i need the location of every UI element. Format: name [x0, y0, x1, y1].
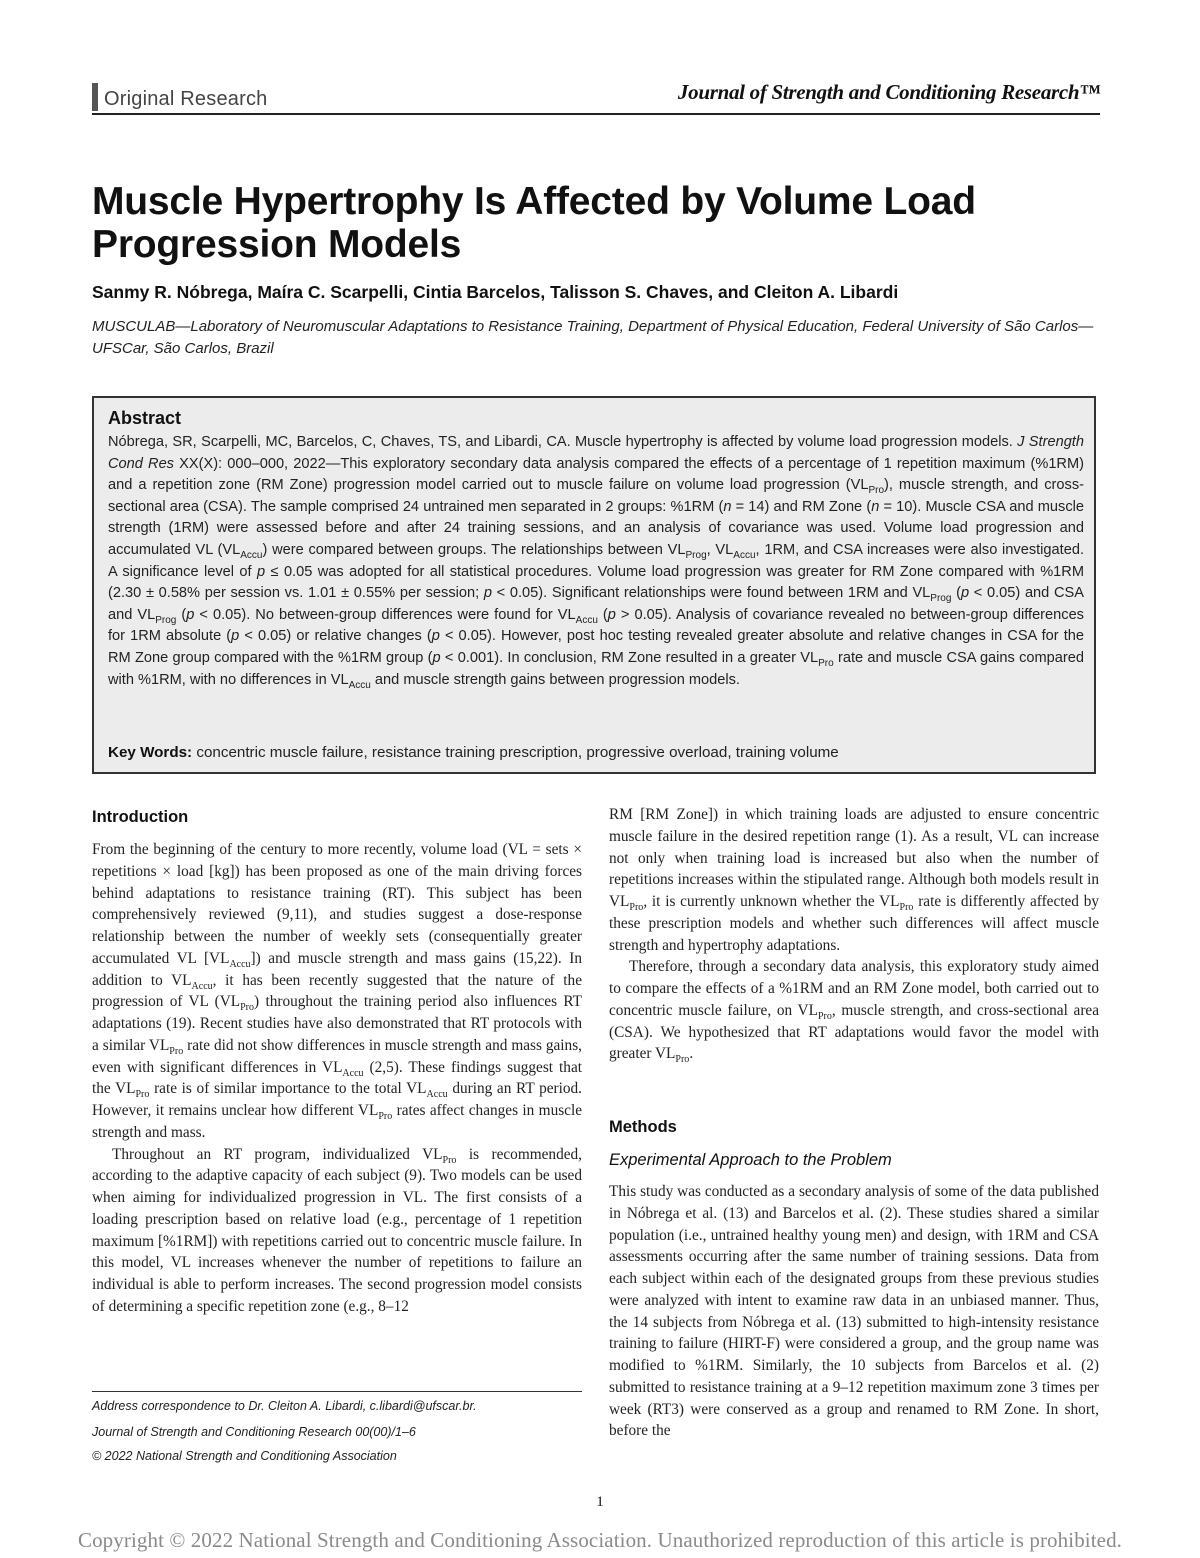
journal-reference: Journal of Strength and Conditioning Research 00(00)/1–6 [92, 1425, 416, 1439]
keywords-label: Key Words: [108, 744, 193, 761]
header-rule [92, 113, 1100, 115]
copyright-notice: Copyright © 2022 National Strength and Conditioning Association. Unauthorized reproduction of this article is prohibited. [77, 1528, 1123, 1552]
abstract-text: Nóbrega, SR, Scarpelli, MC, Barcelos, C, Chaves, TS, and Libardi, CA. Muscle hypertrophy is affected by volume load progression models. J Strength Cond Res XX(X): 000–000, 2022—This exploratory secondary data analysis compared the effects of a percentage of 1 repetition maximum (%1RM) and a repetition zone (RM Zone) progression model carried out to muscle failure on volume load progression $(VL_{Pro})$, muscle strength, and cross-sectional area (CSA). The sample comprised 24 untrained men separated in 2 groups: %1RM (n = 14) and RM Zone (n = 10). Muscle CSA and muscle strength (1RM) were assessed before and after 24 training sessions, and an analysis of covariance was used. Volume load progression and accumulated VL $(VL_{Accu})$ were compared between groups. The relationships between $VL_{Prog}$, $VL_{Accu}$, 1RM, and CSA increases were also investigated. A significance level of p ≤ 0.05 was adopted for all statistical procedures. Volume load progression was greater for RM Zone compared with %1RM (2.30 ± 0.58% per session vs. 1.01 ± 0.55% per session; p < 0.05). Significant relationships were found between 1RM and $VL_{Prog}$ (p < 0.05) and CSA and $VL_{Prog}$ (p < 0.05). No between-group differences were found for $VL_{Accu}$ (p > 0.05). Analysis of covariance revealed no between-group differences for 1RM absolute (p < 0.05) or relative changes (p < 0.05). However, post hoc testing revealed greater absolute and relative changes in CSA for the RM Zone group compared with the %1RM group (p < 0.001). In conclusion, RM Zone resulted in a greater $VL_{Pro}$ rate and muscle CSA gains compared with %1RM, with no differences in $VL_{Accu}$ and muscle strength gains between progression models. [108, 434, 1084, 691]
section-heading-methods: Methods [609, 1118, 677, 1136]
article-title: Muscle Hypertrophy Is Affected by Volume Load Progression Models [92, 180, 976, 266]
section-bar [92, 83, 98, 111]
affiliation: MUSCULAB—Laboratory of Neuromuscular Adaptations to Resistance Training, Department of Physical Education, Federal University of São Carlos—UFSCar, São Carlos, Brazil [92, 318, 1094, 357]
introduction-text-continued: RM [RM Zone]) in which training loads are adjusted to ensure concentric muscle failure in the desired repetition range (1). As a result, VL can increase not only when training load is increased but also when the number of repetitions increases within the stipulated range. Although both models result in $VL_{Pro}$, it is currently unknown whether the $VL_{Pro}$ rate is differently affected by these prescription models and whether such differences will affect muscle strength and hypertrophy adaptations. Therefore, through a secondary data analysis, this exploratory study aimed to compare the effects of a %1RM and an RM Zone model, both carried out to concentric muscle failure, on $VL_{Pro}$, muscle strength, and cross-sectional area (CSA). We hypothesized that RT adaptations would favor the model with greater $VL_{Pro}$. [609, 806, 1100, 1066]
footnote-rule [92, 1391, 582, 1392]
author-list: Sanmy R. Nóbrega, Maíra C. Scarpelli, Cintia Barcelos, Talisson S. Chaves, and Cleiton A. Libardi [92, 282, 899, 302]
section-label: Original Research [104, 88, 268, 110]
correspondence-note: Address correspondence to Dr. Cleiton A. Libardi, c.libardi@ufscar.br. [92, 1399, 477, 1413]
keywords [108, 744, 839, 761]
journal-name: Journal of Strength and Conditioning Research™ [677, 80, 1100, 104]
copyright-note: © 2022 National Strength and Conditioning Association [92, 1449, 397, 1463]
section-heading-introduction: Introduction [92, 808, 189, 826]
abstract-heading: Abstract [108, 408, 182, 428]
introduction-text: From the beginning of the century to more recently, volume load (VL = sets × repetitions × load [kg]) has been proposed as one of the main driving forces behind adaptations to resistance training (RT). This subject has been comprehensively reviewed (9,11), and studies suggest a dose-response relationship between the number of weekly sets (consequentially greater accumulated VL $[VL_{Accu}]$) and muscle strength and mass gains (15,22). In addition to $VL_{Accu}$, it has been recently suggested that the nature of the progression of VL $(VL_{Pro})$ throughout the training period also influences RT adaptations (19). Recent studies have also demonstrated that RT protocols with a similar $VL_{Pro}$ rate did not show differences in muscle strength and mass gains, even with significant differences in $VL_{Accu}$ (2,5). These findings suggest that the $VL_{Pro}$ rate is of similar importance to the total $VL_{Accu}$ during an RT period. However, it remains unclear how different $VL_{Pro}$ rates affect changes in muscle strength and mass. Throughout an RT program, individualized $VL_{Pro}$ is recommended, according to the adaptive capacity of each subject (9). Two models can be used when aiming for individualized progression in VL. The first consists of a loading prescription based on relative load (e.g., percentage of 1 repetition maximum [%1RM]) with repetitions carried out to concentric muscle failure. In this model, VL increases whenever the number of repetitions to failure an individual is able to perform increases. The second progression model consists of determining a specific repetition zone (e.g., 8–12 [92, 841, 582, 1315]
keywords-list: concentric muscle failure, resistance training prescription, progressive overload, training volume [196, 744, 839, 761]
page-number: 1 [596, 1494, 604, 1510]
subsection-heading-experimental-approach: Experimental Approach to the Problem [609, 1151, 892, 1169]
methods-text: This study was conducted as a secondary analysis of some of the data published in Nóbrega et al. (13) and Barcelos et al. (2). These studies shared a similar population (i.e., untrained healthy young men) and design, with 1RM and CSA assessments occurring after the same number of training sessions. Data from each subject within each of the designated groups from these previous studies were analyzed with intent to examine raw data in an unbiased manner. Thus, the 14 subjects from Nóbrega et al. (13) submitted to high-intensity resistance training to failure (HIRT-F) were considered a group, and the group name was modified to %1RM. Similarly, the 10 subjects from Barcelos et al. (2) submitted to resistance training at a 9–12 repetition maximum zone 3 times per week (RT3) were conserved as a group and renamed to RM Zone. In short, before the [609, 1183, 1099, 1440]
